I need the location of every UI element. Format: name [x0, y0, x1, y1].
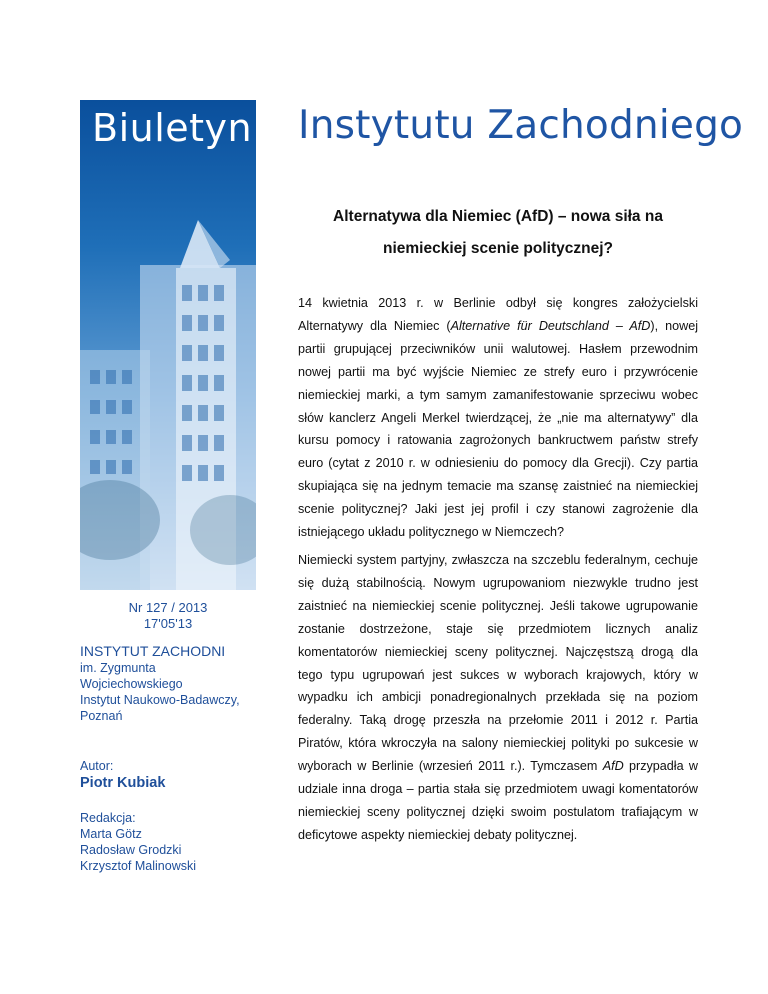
- text-run: ), nowej partii grupującej przeciwników unii walutowej. Hasłem przewodnim nowej partii ma być wyjście Niemiec ze strefy euro i przywrócenie niemieckiej marki, a tym samym zamanifestowanie sprzeciwu wobec słów kanclerz Angeli Merkel twierdzącej, że „nie ma alternatywy” dla kursu pomocy i ratowania zagrożonych bankructwem państw strefy euro (cytat z 2010 r. w odniesieniu do pomocy dla Grecji). Czy partia skupiająca się na jednym temacie ma szansę zaistnieć na niemieckiej scenie politycznej? Jaki jest jej profil i czy stanowi zagrożenie dla istniejącego układu politycznego w Niemczech?: [298, 318, 698, 540]
- header-title: Instytutu Zachodniego: [298, 103, 744, 148]
- institute-line: im. Zygmunta: [80, 661, 156, 675]
- issue-info: [80, 600, 256, 632]
- sidebar: [80, 100, 256, 993]
- headline-line: niemieckiej scenie politycznej?: [382, 240, 613, 257]
- banner-title: Biuletyn: [92, 106, 253, 150]
- editor-name: Radosław Grodzki: [80, 843, 182, 857]
- institute-info: [80, 643, 256, 724]
- institute-name: INSTYTUT ZACHODNI: [80, 643, 226, 659]
- banner-image: [80, 100, 256, 590]
- author-name: Piotr Kubiak: [80, 775, 166, 791]
- text-run: przypadła w udziale inna droga – partia stała się przedmiotem uwagi komentatorów niemieckiej sceny politycznej dzięki swoim postulatom trafiającym w deficytowe aspekty niemieckiej debaty politycznej.: [298, 759, 699, 842]
- editor-name: Krzysztof Malinowski: [80, 859, 196, 873]
- editor-name: Marta Götz: [80, 827, 142, 841]
- building-illustration: [80, 100, 256, 590]
- text-run: Niemiecki system partyjny, zwłaszcza na szczeblu federalnym, cechuje się dużą stabilnością. Nowym ugrupowaniom niezwykle trudno jest zaistnieć na niemieckiej scenie politycznej. Jeśli takowe ugrupowanie zostanie dostrzeżone, staje się przedmiotem licznych analiz komentatorów niemieckiej sceny politycznej. Najczęstszą drogą dla tego typu ugrupowań jest sukces w wyborach krajowych, który w wypadku ich ambicji ponadregionalnych przekłada się na poziom federalny. Taką drogę przeszła na przełomie 2011 i 2012 r. Partia Piratów, która wkroczyła na salony niemieckiej polityki po sukcesie w wyborach w Berlinie (wrzesień 2011 r.). Tymczasem: [298, 552, 698, 774]
- text-run: 14 kwietnia 2013 r. w Berlinie odbył się kongres założycielski Alternatywy dla Niemiec (: [298, 296, 698, 333]
- article-headline: [298, 201, 698, 265]
- issue-number: Nr 127 / 2013: [128, 600, 208, 615]
- article-body: [298, 292, 698, 852]
- italic-run: Alternative für Deutschland – AfD: [450, 318, 651, 333]
- author-info: [80, 758, 165, 792]
- editors-label: Redakcja:: [80, 811, 136, 825]
- institute-line: Instytut Naukowo-Badawczy,: [80, 693, 240, 707]
- author-label: Autor:: [80, 759, 114, 773]
- issue-date: 17'05'13: [143, 616, 193, 631]
- paragraph: [298, 292, 698, 544]
- institute-line: Wojciechowskiego: [80, 677, 183, 691]
- editors-info: [80, 810, 196, 874]
- headline-line: Alternatywa dla Niemiec (AfD) – nowa siła na: [333, 208, 663, 225]
- institute-line: Poznań: [80, 709, 123, 723]
- paragraph: [298, 549, 698, 847]
- italic-run: AfD: [602, 759, 624, 774]
